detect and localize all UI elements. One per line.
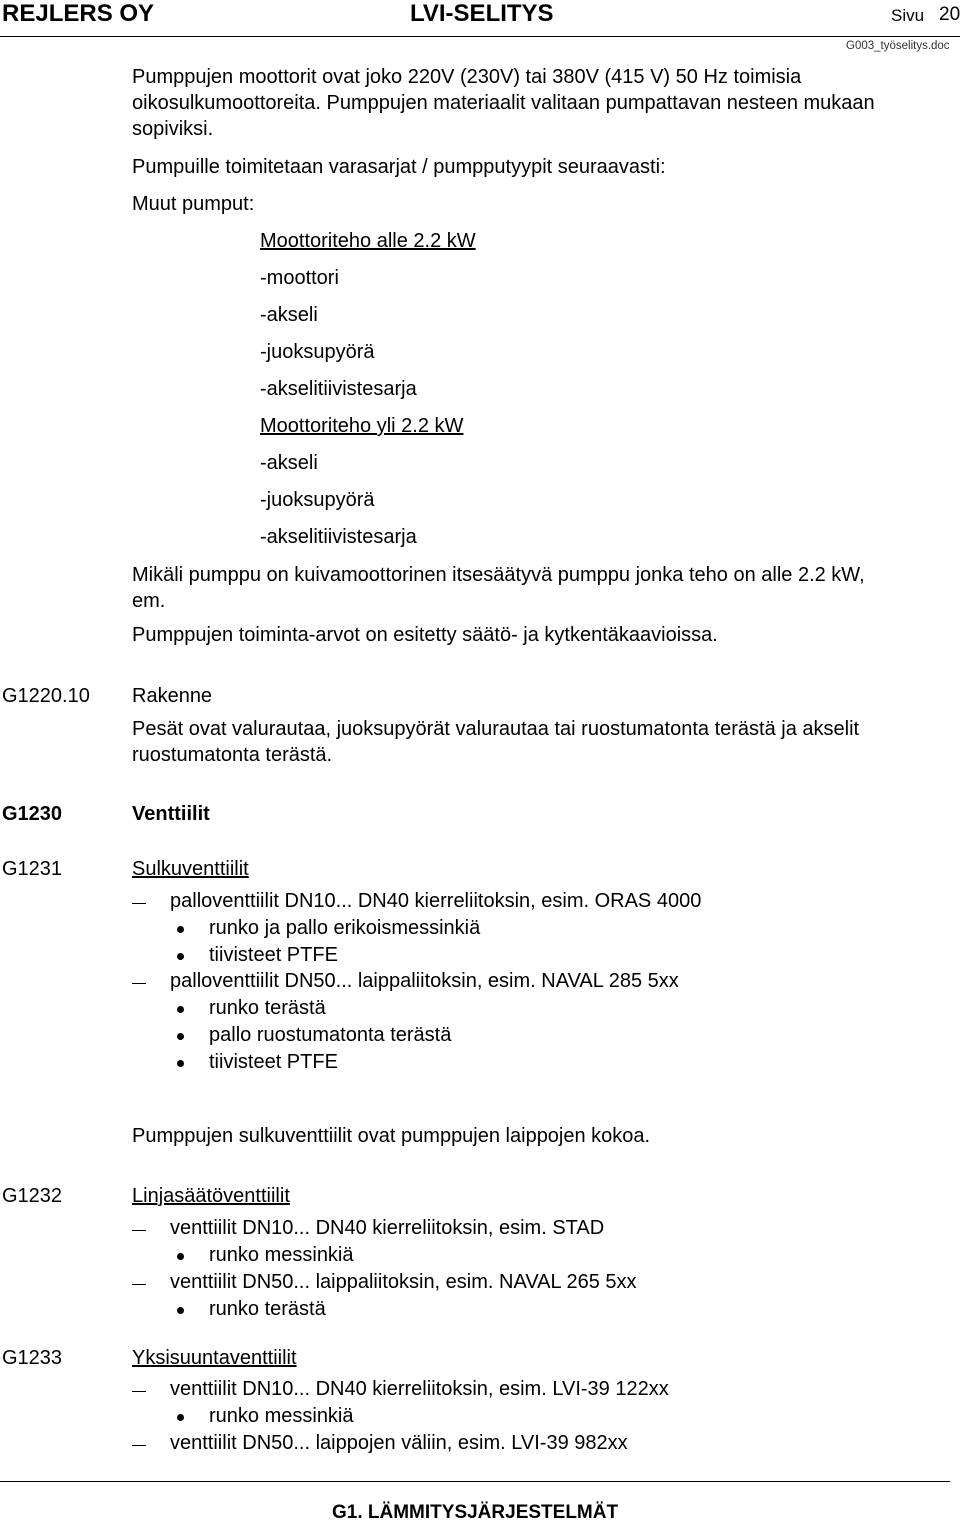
list-item: venttiilit DN50... laippojen väliin, esim. LVI-39 982xx — [170, 1432, 628, 1454]
spare-item: -akseli — [260, 452, 318, 474]
dash-marker — [132, 1230, 146, 1231]
dry-motor-line-2: em. — [132, 590, 166, 612]
section-code: G1220.10 — [2, 685, 90, 707]
over-power-heading: Moottoriteho yli 2.2 kW — [260, 415, 464, 437]
section-code: G1232 — [2, 1185, 63, 1207]
spare-item: -juoksupyörä — [260, 341, 375, 363]
bullet-marker — [177, 1006, 184, 1013]
section-title: Linjasäätöventtiilit — [132, 1185, 290, 1207]
list-item: venttiilit DN50... laippaliitoksin, esim. NAVAL 265 5xx — [170, 1271, 637, 1293]
dash-marker — [132, 983, 146, 984]
bullet-marker — [177, 1253, 184, 1260]
page-number: 20 — [939, 4, 960, 25]
spare-item: -moottori — [260, 267, 339, 289]
section-title: Sulkuventtiilit — [132, 858, 249, 880]
list-item: runko terästä — [209, 997, 326, 1019]
spare-item: -juoksupyörä — [260, 489, 375, 511]
company-name: REJLERS OY — [2, 0, 155, 27]
section-code: G1230 — [2, 803, 63, 825]
list-item: runko ja pallo erikoismessinkiä — [209, 917, 481, 939]
spare-parts-text: Pumpuille toimitetaan varasarjat / pumpputyypit seuraavasti: — [132, 156, 666, 178]
bullet-marker — [177, 953, 184, 960]
list-item: palloventtiilit DN10... DN40 kierreliitoksin, esim. ORAS 4000 — [170, 890, 702, 912]
list-item: runko terästä — [209, 1298, 326, 1320]
spare-item: -akselitiivistesarja — [260, 378, 417, 400]
values-note: Pumppujen toiminta-arvot on esitetty säätö- ja kytkentäkaavioissa. — [132, 624, 718, 646]
dry-motor-line-1: Mikäli pumppu on kuivamoottorinen itsesäätyvä pumppu jonka teho on alle 2.2 kW, — [132, 564, 865, 586]
list-item: venttiilit DN10... DN40 kierreliitoksin, esim. STAD — [170, 1217, 605, 1239]
intro-line-1: Pumppujen moottorit ovat joko 220V (230V) tai 380V (415 V) 50 Hz toimisia — [132, 66, 802, 88]
section-code: G1233 — [2, 1347, 63, 1369]
list-item: runko messinkiä — [209, 1405, 354, 1427]
structure-line-1: Pesät ovat valurautaa, juoksupyörät valurautaa tai ruostumatonta terästä ja akselit — [132, 718, 860, 740]
dash-marker — [132, 1445, 146, 1446]
list-item: venttiilit DN10... DN40 kierreliitoksin, esim. LVI-39 122xx — [170, 1378, 669, 1400]
section-title: Yksisuuntaventtiilit — [132, 1347, 297, 1369]
bullet-marker — [177, 1307, 184, 1314]
under-power-heading: Moottoriteho alle 2.2 kW — [260, 230, 476, 252]
page-label: Sivu — [891, 6, 925, 25]
bullet-marker — [177, 926, 184, 933]
bullet-marker — [177, 1414, 184, 1421]
bullet-marker — [177, 1033, 184, 1040]
dash-marker — [132, 1284, 146, 1285]
other-pumps-label: Muut pumput: — [132, 193, 255, 215]
list-item: runko messinkiä — [209, 1244, 354, 1266]
section-title: Venttiilit — [132, 803, 210, 825]
structure-line-2: ruostumatonta terästä. — [132, 744, 333, 766]
header-divider — [0, 36, 960, 37]
dash-marker — [132, 903, 146, 904]
list-item: tiivisteet PTFE — [209, 944, 338, 966]
section-title: Rakenne — [132, 685, 213, 707]
dash-marker — [132, 1391, 146, 1392]
list-item: tiivisteet PTFE — [209, 1051, 338, 1073]
flange-note: Pumppujen sulkuventtiilit ovat pumppujen laippojen kokoa. — [132, 1125, 651, 1147]
list-item: pallo ruostumatonta terästä — [209, 1024, 452, 1046]
file-name: G003_työselitys.doc — [846, 40, 950, 52]
bullet-marker — [177, 1060, 184, 1067]
footer-section: G1. LÄMMITYSJÄRJESTELMÄT — [332, 1502, 619, 1523]
intro-line-2: oikosulkumoottoreita. Pumppujen materiaalit valitaan pumpattavan nesteen mukaan — [132, 92, 875, 114]
footer-divider — [0, 1481, 950, 1482]
document-title: LVI-SELITYS — [410, 0, 554, 27]
intro-line-3: sopiviksi. — [132, 118, 214, 140]
list-item: palloventtiilit DN50... laippaliitoksin, esim. NAVAL 285 5xx — [170, 970, 679, 992]
spare-item: -akselitiivistesarja — [260, 526, 417, 548]
spare-item: -akseli — [260, 304, 318, 326]
section-code: G1231 — [2, 858, 63, 880]
